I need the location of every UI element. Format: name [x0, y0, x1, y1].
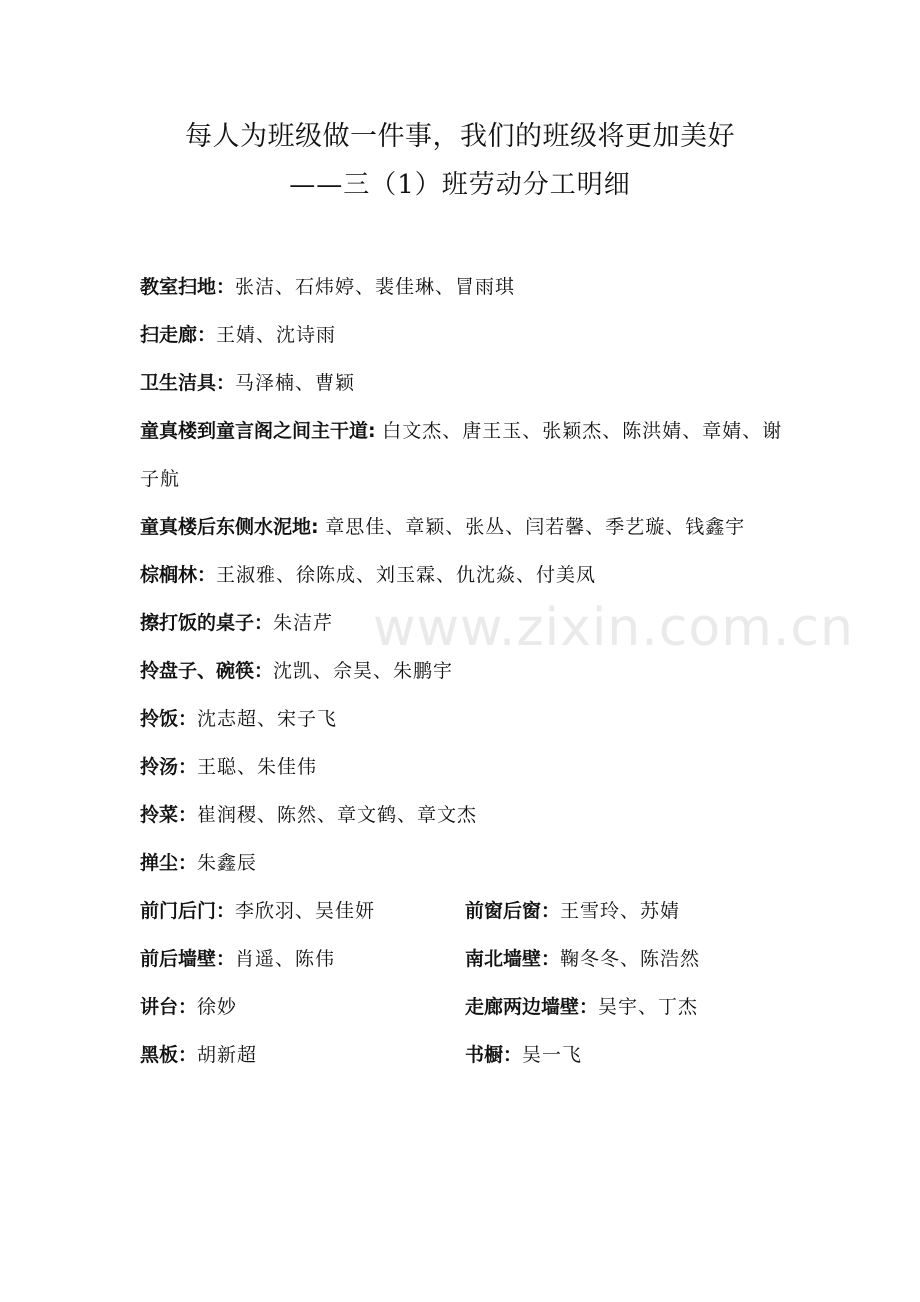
- duty-item: [140, 743, 790, 791]
- duty-label: 擦打饭的桌子: [140, 612, 255, 634]
- duty-names: 王雪玲、苏婧: [560, 900, 681, 922]
- duty-separator: ：: [254, 612, 274, 634]
- duty-item: [140, 407, 790, 503]
- duty-label: 掸尘: [140, 852, 179, 874]
- duty-item: [140, 695, 790, 743]
- duty-label: 讲台: [140, 996, 179, 1018]
- duty-separator: ：: [178, 804, 198, 826]
- duty-names: 鞠冬冬、陈浩然: [560, 948, 701, 970]
- duty-label: 童真楼后东侧水泥地: [140, 516, 312, 538]
- duty-item: [140, 503, 790, 551]
- duty-pair-row: [140, 1031, 790, 1079]
- duty-item: [140, 791, 790, 839]
- duty-names: 徐妙: [197, 996, 238, 1018]
- duty-label: 拎饭: [140, 708, 179, 730]
- duty-names: 王婧、沈诗雨: [216, 324, 337, 346]
- duty-label: 走廊两边墙壁: [465, 996, 580, 1018]
- duty-names: 朱鑫辰: [197, 852, 258, 874]
- duty-label: 童真楼到童言阁之间主干道: [140, 420, 369, 442]
- duty-names: 肖遥、陈伟: [235, 948, 336, 970]
- duty-label: 教室扫地: [140, 276, 217, 298]
- duty-label: 扫走廊: [140, 324, 198, 346]
- duty-names: 王淑雅、徐陈成、刘玉霖、仇沈焱、付美凤: [216, 564, 597, 586]
- watermark: www.zixin.com.cn: [373, 598, 854, 658]
- duty-list: [140, 263, 790, 1079]
- duty-pair-row: [140, 935, 790, 983]
- duty-separator: :: [368, 420, 383, 442]
- duty-label: 前门后门: [140, 900, 217, 922]
- duty-label: 书橱: [465, 1044, 504, 1066]
- duty-separator: ：: [216, 900, 236, 922]
- duty-pair-row: [140, 983, 790, 1031]
- duty-label: 前窗后窗: [465, 900, 542, 922]
- duty-separator: ：: [216, 372, 236, 394]
- duty-separator: ：: [579, 996, 599, 1018]
- duty-names: 沈凯、佘昊、朱鹏宇: [273, 660, 454, 682]
- duty-separator: ：: [541, 900, 561, 922]
- duty-label: 棕榈林: [140, 564, 198, 586]
- duty-item: [465, 887, 790, 935]
- duty-separator: ：: [254, 660, 274, 682]
- duty-pair-row: [140, 887, 790, 935]
- duty-separator: ：: [178, 756, 198, 778]
- duty-label: 拎菜: [140, 804, 179, 826]
- duty-separator: ：: [178, 996, 198, 1018]
- duty-names: 崔润稷、陈然、章文鹤、章文杰: [197, 804, 478, 826]
- duty-item: [140, 647, 790, 695]
- duty-names: 李欣羽、吴佳妍: [235, 900, 376, 922]
- duty-item: [140, 551, 790, 599]
- duty-label: 拎汤: [140, 756, 179, 778]
- duty-separator: ：: [541, 948, 561, 970]
- duty-item: [140, 263, 790, 311]
- duty-names: 白文杰、唐王玉、张颖杰、陈洪婧、章婧、谢子航: [140, 420, 783, 490]
- duty-names: 朱洁芹: [273, 612, 334, 634]
- duty-label: 前后墙壁: [140, 948, 217, 970]
- duty-separator: ：: [216, 948, 236, 970]
- duty-names: 张洁、石炜婷、裴佳琳、冒雨琪: [235, 276, 516, 298]
- duty-separator: ：: [503, 1044, 523, 1066]
- duty-separator: :: [311, 516, 326, 538]
- duty-names: 吴一飞: [522, 1044, 583, 1066]
- duty-label: 拎盘子、碗筷: [140, 660, 255, 682]
- duty-label: 黑板: [140, 1044, 179, 1066]
- duty-item: [465, 983, 790, 1031]
- duty-item: [140, 887, 465, 935]
- duty-separator: ：: [178, 1044, 198, 1066]
- duty-item: [140, 1031, 465, 1079]
- duty-item: [140, 983, 465, 1031]
- duty-item: [465, 1031, 790, 1079]
- duty-separator: ：: [216, 276, 236, 298]
- duty-separator: ：: [197, 324, 217, 346]
- duty-item: [140, 839, 790, 887]
- duty-item: [140, 935, 465, 983]
- duty-item: [140, 599, 790, 647]
- duty-names: 王聪、朱佳伟: [197, 756, 318, 778]
- duty-item: [140, 311, 790, 359]
- duty-names: 马泽楠、曹颖: [235, 372, 356, 394]
- duty-names: 沈志超、宋子飞: [197, 708, 338, 730]
- duty-separator: ：: [178, 852, 198, 874]
- duty-label: 南北墙壁: [465, 948, 542, 970]
- duty-label: 卫生洁具: [140, 372, 217, 394]
- duty-names: 胡新超: [197, 1044, 258, 1066]
- duty-item: [140, 359, 790, 407]
- duty-separator: ：: [178, 708, 198, 730]
- duty-names: 吴宇、丁杰: [598, 996, 699, 1018]
- duty-names: 章思佳、章颖、张丛、闫若馨、季艺璇、钱鑫宇: [325, 516, 746, 538]
- duty-separator: ：: [197, 564, 217, 586]
- document-subtitle: ——三（1）班劳动分工明细: [289, 170, 631, 200]
- document-title: 每人为班级做一件事，我们的班级将更加美好: [185, 121, 735, 152]
- duty-item: [465, 935, 790, 983]
